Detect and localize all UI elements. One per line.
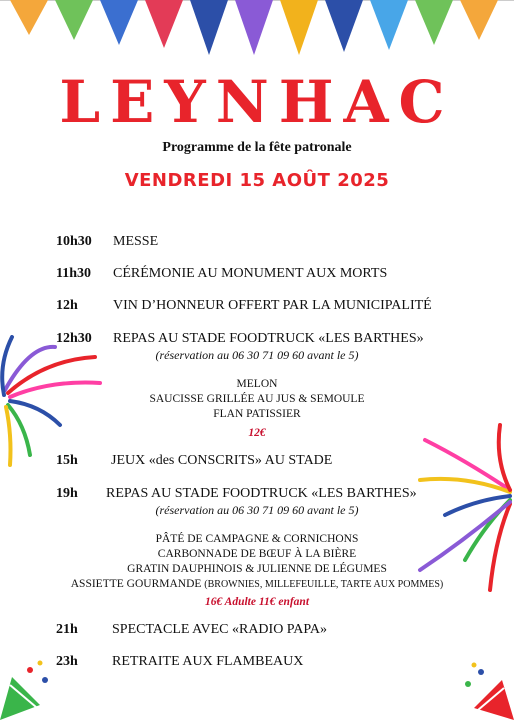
menu-item: PÂTÉ DE CAMPAGNE & CORNICHONS (155, 533, 359, 545)
schedule-time: 11h30 (56, 266, 92, 281)
lunch-price: 12€ (248, 427, 266, 439)
schedule-time: 19h (56, 486, 78, 501)
menu-item: FLAN PATISSIER (213, 408, 301, 420)
schedule-activity: VIN D’HONNEUR OFFERT PAR LA MUNICIPALITÉ (113, 298, 432, 313)
schedule-time: 10h30 (56, 234, 92, 249)
menu-item (0, 577, 514, 592)
schedule-activity: REPAS AU STADE FOODTRUCK «LES BARTHES» (106, 486, 417, 501)
schedule-time: 12h30 (56, 331, 92, 346)
menu-item: GRATIN DAUPHINOIS & JULIENNE DE LÉGUMES (127, 563, 387, 575)
page-title: LEYNHAC (59, 68, 455, 136)
bunting-decoration (0, 0, 514, 60)
schedule-activity: JEUX «des CONSCRITS» AU STADE (111, 453, 333, 468)
dinner-menu (0, 532, 514, 610)
schedule-activity: CÉRÉMONIE AU MONUMENT AUX MORTS (113, 266, 388, 281)
party-popper-left-icon (0, 655, 60, 720)
schedule-time: 12h (56, 298, 78, 313)
party-popper-right-icon (456, 660, 514, 720)
lunch-reservation-note: (réservation au 06 30 71 09 60 avant le 5) (155, 348, 359, 362)
menu-item: MELON (236, 378, 278, 390)
subtitle: Programme de la fête patronale (162, 140, 352, 155)
schedule-time: 21h (56, 622, 78, 637)
schedule-time: 23h (56, 654, 78, 669)
schedule-activity: REPAS AU STADE FOODTRUCK «LES BARTHES» (113, 331, 424, 346)
lunch-menu (0, 377, 514, 441)
menu-item: SAUCISSE GRILLÉE AU JUS & SEMOULE (149, 393, 365, 405)
schedule-activity: RETRAITE AUX FLAMBEAUX (112, 654, 304, 669)
dinner-reservation-note: (réservation au 06 30 71 09 60 avant le 5) (155, 503, 359, 517)
menu-item-name: ASSIETTE GOURMANDE (70, 578, 202, 590)
menu-item-detail: (BROWNIES, MILLEFEUILLE, TARTE AUX POMMES) (204, 579, 444, 590)
schedule-activity: SPECTACLE AVEC «RADIO PAPA» (112, 622, 328, 637)
schedule-time: 15h (56, 453, 78, 468)
schedule-activity: MESSE (113, 234, 159, 249)
dinner-price: 16€ Adulte 11€ enfant (204, 596, 310, 608)
event-date: VENDREDI 15 AOÛT 2025 (124, 170, 390, 191)
menu-item: CARBONNADE DE BŒUF À LA BIÈRE (157, 548, 357, 560)
